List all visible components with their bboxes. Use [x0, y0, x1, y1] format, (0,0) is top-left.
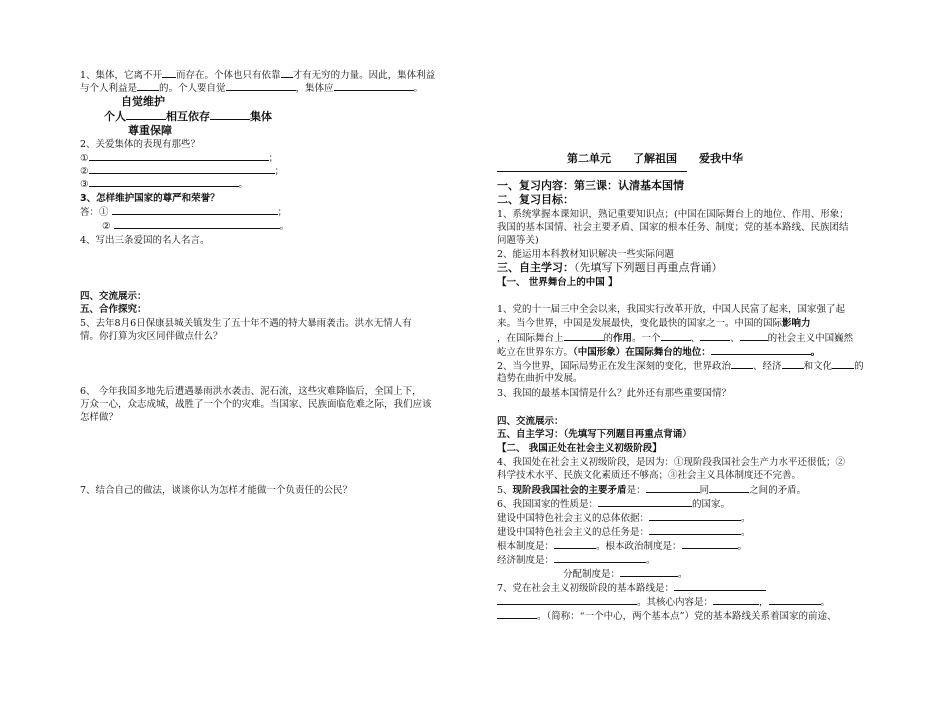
right-goal1-line2: 我国的基本国情、社会主要矛盾、国家的根本任务、制度；党的基本路线、民族团结 — [497, 222, 849, 233]
diagram-bottom-label: 尊重保障 — [128, 124, 172, 137]
right-goal1-line3: 问题等关) — [497, 235, 539, 246]
right-q6-task: 建设中国特色社会主义的总任务是： 。 — [497, 527, 751, 538]
left-q4: 4、写出三条爱国的名人名言。 — [80, 235, 210, 246]
right-q6: 6、我国国家的性质是： 的国家。 — [497, 499, 731, 510]
right-q6-distribution: 分配制度是： 。 — [563, 569, 688, 580]
left-q3-answer1: 答：① ； — [80, 207, 288, 218]
right-q5: 5、现阶段我国社会的主要矛盾是： 同 之间的矛盾。 — [497, 485, 807, 496]
right-q1-line1: 1、党的十一届三中全会以来，我国实行改革开放，中国人民富了起来，国家强了起 — [497, 304, 846, 315]
left-q6-line3: 怎样做？ — [80, 412, 119, 423]
right-q6-basis: 建设中国特色社会主义的总体依据： 。 — [497, 513, 751, 524]
right-q7-line2: 。其核心内容是： ， 。 — [497, 595, 830, 609]
left-q1-line2: 与个人利益是 的。个人要自觉 ，集体应 。 — [80, 83, 424, 94]
left-q1-line1: 1、集体，它离不开 而存在。个体也只有依靠 才有无穷的力量。因此，集体利益 — [80, 70, 436, 81]
left-q6-line2: 万众一心，众志成城，战胜了一个个的灾难。当国家、民族面临危难之际，我们应该 — [80, 399, 432, 410]
right-q7: 7、党在社会主义初级阶段的基本路线是： — [497, 581, 766, 595]
left-q7: 7、结合自己的做法，谈谈你认为怎样才能做一个负责任的公民？ — [80, 485, 353, 496]
right-section-3: 三、自主学习：（先填写下列题目再重点背诵） — [497, 261, 723, 274]
left-section-4: 四、交流展示： — [80, 291, 147, 302]
left-q6-line1: 6、 今年我国多地先后遭遇暴雨洪水袭击、泥石流，这些灾难降临后，全国上下， — [80, 386, 422, 397]
right-section-2: 二、复习目标： — [497, 193, 574, 206]
left-q2-item3: ③ 。 — [80, 179, 249, 190]
right-goal1-line1: 1、系统掌握本课知识，熟记重要知识点；(中国在国际舞台上的地位、作用、形象； — [497, 209, 849, 220]
left-q5-line1: 5、去年8月6日保康县城关镇发生了五十年不遇的特大暴雨袭击。洪水无情人有 — [80, 318, 412, 329]
right-section-5: 五、自主学习：（先填写下列题目再重点背诵） — [497, 429, 692, 440]
right-q7-line3: 。（简称：“一个中心，两个基本点”）党的基本路线关系着国家的前途、 — [497, 609, 836, 623]
left-q2-title: 2、关爱集体的表现有那些？ — [80, 139, 201, 150]
left-q2-item1: ① ； — [80, 153, 279, 164]
left-section-5: 五、合作探究： — [80, 304, 147, 315]
right-q3: 3、我国的最基本国情是什么？此外还有那些重要国情？ — [497, 388, 732, 399]
right-section-4: 四、交流展示： — [497, 416, 564, 427]
unit-title: 第二单元 了解祖国 爱我中华 — [567, 152, 743, 165]
right-subsection-2: 【二、 我国正处在社会主义初级阶段】 — [497, 443, 662, 454]
right-q1-line2: 来。当今世界，中国是发展最快，变化最快的国家之一。中国的国际影响力 — [497, 318, 811, 329]
right-q4-line1: 4、我国处在社会主义初级阶段，是因为：①现阶段我国社会生产力水平还很低；② — [497, 457, 846, 468]
right-q1-line4: 屹立在世界东方。（中国形象）在国际舞台的地位： 。 — [497, 347, 821, 358]
diagram-top-label: 自觉维护 — [121, 95, 165, 108]
left-q3-answer2: ② 。 — [102, 221, 290, 232]
right-goal2: 2、能运用本科教材知识解决一些实际问题 — [497, 249, 675, 260]
diagram-row: 个人 相互依存 集体 — [104, 110, 272, 123]
right-q2-line1: 2、当今世界，国际局势正在发生深刻的变化，世界政治 、经济 和文化 的 — [497, 361, 864, 372]
left-q2-item2: ② ； — [80, 166, 285, 177]
left-q5-line2: 情。你打算为灾区同伴做点什么？ — [80, 331, 223, 342]
right-subsection-1: 【一、 世界舞台上的中国 】 — [497, 277, 618, 288]
title-underline — [497, 171, 687, 172]
left-q3-title: 3、怎样维护国家的尊严和荣誉？ — [80, 193, 220, 204]
right-q4-line2: 科学技术水平、民族文化素质还不够高；③社会主义具体制度还不完善。 — [497, 470, 802, 481]
right-q6-economy: 经济制度是： 。 — [497, 555, 656, 566]
right-q6-systems: 根本制度是： 。根本政治制度是： 。 — [497, 541, 748, 552]
right-q1-line3: ，在国际舞台上 的作用。一个 、 、 的社会主义中国巍然 — [497, 333, 854, 344]
right-section-1: 一、复习内容：第三课：认清基本国情 — [497, 179, 684, 192]
right-q2-line2: 趋势在曲折中发展。 — [497, 373, 583, 384]
